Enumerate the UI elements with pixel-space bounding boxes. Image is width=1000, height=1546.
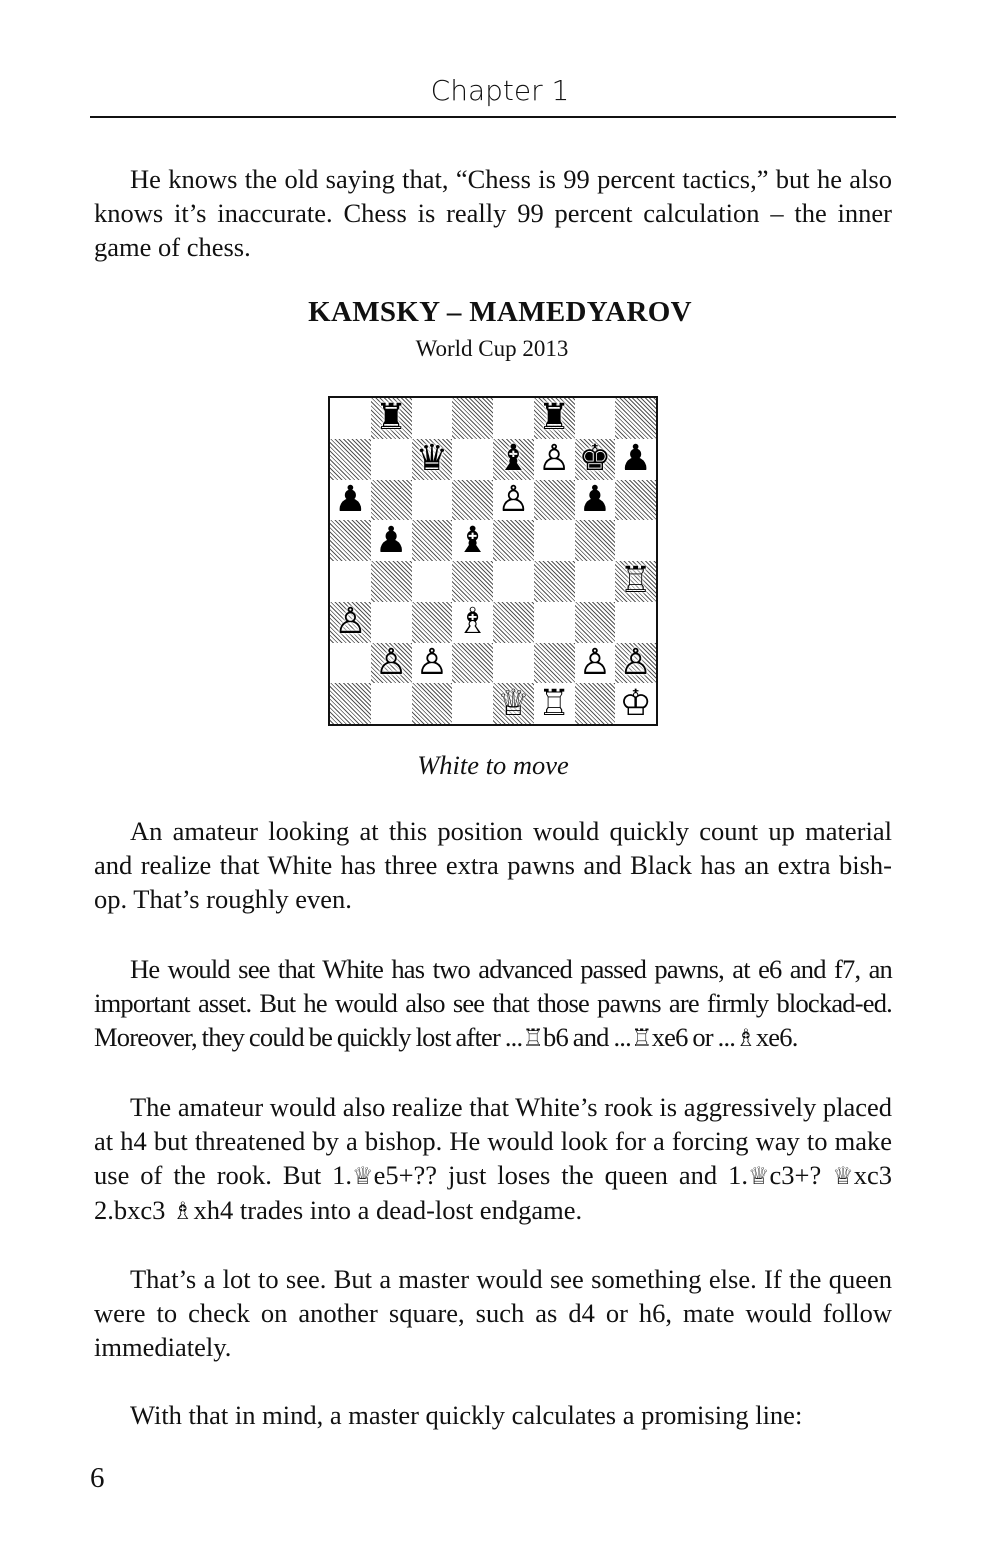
square-g7 [575,439,616,480]
chess-piece: ♙ [374,641,408,683]
header-rule [90,116,896,118]
square-c2 [412,643,453,684]
square-e6 [493,480,534,521]
text-segment: xe6. [755,1022,798,1052]
square-f5 [534,520,575,561]
square-e8 [493,398,534,439]
square-a2 [330,643,371,684]
square-f2 [534,643,575,684]
chess-piece: ♙ [578,641,612,683]
square-g8 [575,398,616,439]
square-g6 [575,480,616,521]
square-f7 [534,439,575,480]
square-h1 [615,683,656,724]
square-d6 [452,480,493,521]
text-segment: He would see that White has two advanced passed pawns, at e6 and f7, an important asset. But he would also see that those pawns are firmly blockad-ed. Moreover, they could be quickly lost after ... [94,954,892,1052]
chess-piece: ♟ [374,519,408,561]
square-c3 [412,602,453,643]
page-number: 6 [90,1462,105,1494]
chess-piece: ♟ [578,478,612,520]
square-a8 [330,398,371,439]
chess-piece: ♜ [374,397,408,439]
square-b4 [371,561,412,602]
text-segment: xc3 2.bxc3 [94,1160,892,1225]
square-h2 [615,643,656,684]
square-b2 [371,643,412,684]
square-g5 [575,520,616,561]
square-b5 [371,520,412,561]
chess-piece: ♗ [456,601,489,643]
chess-piece: ♙ [415,641,449,683]
square-d2 [452,643,493,684]
square-g3 [575,602,616,643]
rook-icon: ♖ [522,1024,544,1052]
square-b7 [371,439,412,480]
square-h6 [615,480,656,521]
square-f3 [534,602,575,643]
chess-piece: ♙ [334,601,367,643]
square-b6 [371,480,412,521]
square-h3 [615,602,656,643]
paragraph-master: That’s a lot to see. But a master would see something else. If the queen were to check on another square, such as d4 or h6, mate would follow immediately. [94,1264,892,1362]
game-title: KAMSKY – MAMEDYAROV [308,296,692,328]
square-e1 [493,683,534,724]
chess-piece: ♖ [619,560,652,602]
square-d5 [452,520,493,561]
square-c1 [412,683,453,724]
square-e7 [493,439,534,480]
rook-icon: ♖ [630,1024,652,1052]
chess-piece: ♟ [334,478,367,520]
square-f8 [534,398,575,439]
text-segment: e5+?? just loses the queen and 1. [373,1160,748,1190]
queen-icon: ♕ [352,1162,374,1190]
square-e3 [493,602,534,643]
square-d3 [452,602,493,643]
square-h5 [615,520,656,561]
square-a5 [330,520,371,561]
text-segment: xh4 trades into a dead-lost endgame. [193,1195,583,1225]
chess-piece: ♔ [619,682,652,724]
square-e2 [493,643,534,684]
chess-piece: ♕ [497,682,530,724]
intro-paragraph: He knows the old saying that, “Chess is 99 percent tactics,” but he also knows it’s inaccurate. Chess is really 99 percent calculation – the inner game of chess. [94,164,892,262]
chess-piece: ♝ [456,519,489,561]
chess-piece: ♜ [537,397,571,439]
paragraph-calculation: With that in mind, a master quickly calculates a promising line: [130,1400,803,1430]
text-segment: c3+? [769,1160,833,1190]
text-segment: b6 and ... [543,1022,631,1052]
square-c8 [412,398,453,439]
square-c6 [412,480,453,521]
square-b8 [371,398,412,439]
queen-icon: ♕ [832,1162,854,1190]
chess-piece: ♟ [619,438,652,480]
paragraph-material: An amateur looking at this position would quickly count up material and realize that White has three extra pawns and Black has an extra bish-op. That’s roughly even. [94,816,892,914]
square-e4 [493,561,534,602]
square-d7 [452,439,493,480]
bishop-icon: ♗ [735,1024,756,1052]
square-d8 [452,398,493,439]
square-h8 [615,398,656,439]
square-b1 [371,683,412,724]
chess-board [330,398,656,724]
square-f1 [534,683,575,724]
square-a1 [330,683,371,724]
square-f6 [534,480,575,521]
text-segment: xe6 or ... [651,1022,736,1052]
chess-piece: ♚ [578,438,612,480]
paragraph-passed-pawns [94,952,892,1055]
square-h7 [615,439,656,480]
chess-piece: ♙ [497,478,530,520]
square-a7 [330,439,371,480]
chess-piece: ♛ [415,438,449,480]
square-d4 [452,561,493,602]
queen-icon: ♕ [748,1162,770,1190]
square-a3 [330,602,371,643]
square-b3 [371,602,412,643]
square-a4 [330,561,371,602]
paragraph-rook [94,1090,892,1228]
chess-piece: ♙ [619,641,652,683]
square-d1 [452,683,493,724]
game-event: World Cup 2013 [415,336,569,361]
square-f4 [534,561,575,602]
square-a6 [330,480,371,521]
square-c4 [412,561,453,602]
square-g1 [575,683,616,724]
text-segment: The amateur would also realize that White’s rook is aggressively placed at h4 but threatened by a bishop. He would look for a forcing way to make use of the rook. But 1. [94,1092,892,1190]
bishop-icon: ♗ [172,1197,194,1225]
square-g4 [575,561,616,602]
chess-piece: ♝ [497,438,530,480]
chess-piece: ♙ [537,438,571,480]
square-c7 [412,439,453,480]
square-h4 [615,561,656,602]
diagram-caption: White to move [417,750,569,780]
chess-diagram [328,396,658,726]
chess-piece: ♖ [537,682,571,724]
square-e5 [493,520,534,561]
square-c5 [412,520,453,561]
square-g2 [575,643,616,684]
running-head-chapter: Chapter 1 [430,74,570,107]
